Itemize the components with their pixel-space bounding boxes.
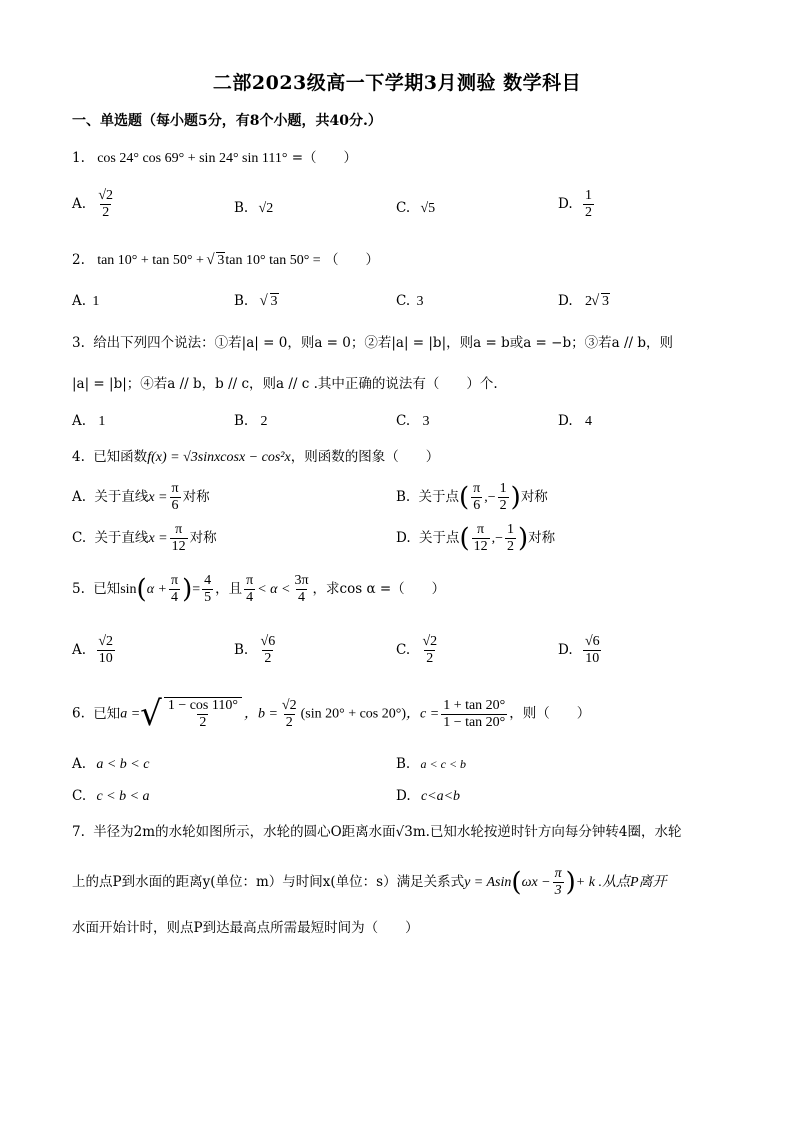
right-paren: )	[518, 523, 529, 554]
equals: =	[192, 582, 201, 597]
question-number: 7.	[72, 824, 85, 840]
right-paren: )	[510, 482, 521, 513]
question-tail: ，求cos α =（ ）	[312, 581, 446, 597]
question-2	[72, 250, 379, 271]
q2-option-b[interactable]	[234, 291, 279, 312]
question-tail: ，则（ ）	[509, 705, 591, 722]
fraction: $\frac{\pi}{3}$	[554, 866, 562, 898]
question-text: |a| = |b|；④若a // b，b // c，则a // c .其中正确的说法有（ ）个.	[72, 376, 498, 392]
fraction: $\frac{\pi}{12}$	[171, 522, 186, 554]
fraction: $\frac{1}{2}$	[507, 522, 514, 554]
left-paren: (	[459, 482, 470, 513]
fraction: $\frac{1 + \tan 20^\circ}{1 - \tan 20^\circ}$	[443, 697, 506, 730]
fraction: $\frac{4}{5}$	[204, 573, 212, 605]
option-value: 2	[260, 414, 268, 429]
separator: ,−	[484, 490, 496, 505]
q1-option-d[interactable]	[558, 188, 596, 221]
question-3	[72, 333, 673, 353]
q1-option-c[interactable]	[396, 198, 435, 219]
question-number: 4.	[72, 449, 85, 465]
option-label: C.	[72, 788, 87, 804]
right-paren: )	[565, 867, 576, 898]
question-text: 水面开始计时，则点P到达最高点所需最短时间为（ ）	[72, 920, 419, 936]
q4-option-c[interactable]	[72, 522, 217, 555]
sqrt: √ 3	[261, 292, 279, 312]
option-text: 对称	[520, 489, 548, 505]
separator: ,−	[491, 531, 503, 546]
q5-option-c[interactable]	[396, 634, 441, 667]
option-label: D.	[558, 413, 573, 429]
expression: y = Asin	[464, 875, 512, 890]
question-text: + k .从点P离开	[575, 875, 667, 890]
variable-a: a =	[120, 706, 141, 722]
q5-option-a[interactable]	[72, 634, 117, 667]
option-text: 对称	[528, 530, 556, 546]
q4-option-a[interactable]	[72, 481, 210, 514]
inequality: < α <	[257, 582, 291, 597]
q6-option-c[interactable]	[72, 786, 150, 807]
question-7-line2	[72, 866, 667, 899]
option-value: 3	[416, 294, 424, 309]
q1-option-b[interactable]	[234, 198, 273, 219]
variable-b: ，b =	[243, 706, 278, 722]
option-coefficient: 2	[584, 294, 592, 309]
option-label: D.	[396, 530, 411, 546]
function-name: sin	[120, 582, 137, 597]
question-expression: cos 24° cos 69° + sin 24° sin 111°	[97, 151, 288, 166]
fraction: $\frac{\pi}{6}$	[171, 481, 179, 513]
fraction: $\frac{1 - \cos 110^\circ}{2}$	[164, 697, 242, 731]
expression: ωx −	[521, 875, 551, 890]
q3-option-c[interactable]	[396, 411, 429, 432]
option-label: A.	[72, 293, 87, 309]
fraction: $\frac{\pi}{4}$	[246, 573, 254, 605]
q2-option-d[interactable]	[558, 291, 610, 312]
option-label: A.	[72, 413, 87, 429]
question-1	[72, 148, 357, 169]
question-expression: f(x) = √3sinxcosx − cos²x	[147, 450, 291, 465]
fraction: $\frac{\pi}{6}$	[473, 481, 481, 513]
question-number: 5.	[72, 581, 85, 597]
right-paren: )	[182, 574, 193, 605]
question-3-line2	[72, 374, 498, 394]
option-label: C.	[396, 413, 411, 429]
page-title: 二部2023级高一下学期3月测验 数学科目	[212, 72, 582, 94]
fraction: $\frac{√2}{10}$	[98, 634, 114, 666]
option-label: B.	[396, 756, 411, 772]
option-value: c<a<b	[420, 789, 461, 804]
sqrt	[140, 694, 244, 734]
expression: (sin 20° + cos 20°)	[300, 706, 407, 722]
option-label: B.	[234, 293, 249, 309]
question-7	[72, 822, 682, 842]
option-text: 关于直线	[94, 530, 149, 546]
q3-option-d[interactable]	[558, 411, 592, 432]
option-label: D.	[558, 642, 573, 658]
question-text: 给出下列四个说法：①若|a| = 0，则a = 0；②若|a| = |b|，则a = b或a = −b；③若a // b，则	[93, 335, 673, 351]
q6-option-a[interactable]	[72, 754, 149, 775]
q4-option-d[interactable]	[396, 522, 555, 555]
option-text: 关于点	[418, 489, 460, 505]
option-value: 3	[422, 414, 430, 429]
option-value: a < b < c	[96, 757, 150, 772]
q2-option-a[interactable]	[72, 291, 99, 312]
question-text: 已知函数	[93, 449, 148, 465]
question-text: 已知	[93, 705, 121, 722]
fraction: $\frac{3\pi}{4}$	[294, 573, 309, 605]
option-label: B.	[234, 200, 249, 216]
option-text: 对称	[189, 530, 217, 546]
option-label: C.	[396, 642, 411, 658]
radical-sign: √	[140, 694, 162, 734]
q2-option-c[interactable]	[396, 291, 423, 312]
option-value: a < c < b	[420, 757, 467, 771]
option-label: B.	[234, 413, 249, 429]
left-paren: (	[459, 523, 470, 554]
option-value: 1	[98, 414, 106, 429]
option-label: D.	[558, 293, 573, 309]
option-value: √5	[420, 201, 436, 216]
option-value: 4	[584, 414, 592, 429]
sqrt: √ 3	[207, 251, 225, 271]
q3-option-a[interactable]	[72, 411, 105, 432]
question-number: 1.	[72, 150, 85, 166]
option-label: B.	[234, 642, 249, 658]
option-value: √2	[258, 201, 274, 216]
q6-option-d[interactable]	[396, 786, 460, 807]
option-label: A.	[72, 489, 87, 505]
option-variable: x =	[148, 531, 168, 546]
option-label: A.	[72, 642, 87, 658]
q5-option-b[interactable]	[234, 634, 279, 667]
option-label: C.	[396, 293, 411, 309]
sqrt: √ 3	[592, 292, 610, 312]
option-label: A.	[72, 756, 87, 772]
option-text: 对称	[182, 489, 210, 505]
question-text: 半径为2m的水轮如图所示，水轮的圆心O距离水面√3m.已知水轮按逆时针方向每分钟转4圈，水轮	[93, 824, 682, 840]
option-value: c < b < a	[96, 789, 150, 804]
option-label: A.	[72, 196, 87, 212]
question-number: 6.	[72, 705, 85, 722]
fraction: $\frac{√2}{2}$	[98, 188, 114, 220]
question-7-line3	[72, 918, 419, 938]
option-variable: x =	[148, 490, 168, 505]
fraction: $\frac{1}{2}$	[499, 481, 507, 513]
q6-option-b[interactable]	[396, 754, 466, 774]
option-label: C.	[72, 530, 87, 546]
fraction: $\frac{√2}{2}$	[281, 697, 297, 730]
fraction: $\frac{\pi}{12}$	[473, 522, 488, 554]
question-text: 上的点P到水面的距离y(单位：m）与时间x(单位：s）满足关系式	[72, 874, 465, 890]
question-tail: =（ ）	[291, 150, 358, 166]
option-label: B.	[396, 489, 411, 505]
left-paren: (	[136, 574, 147, 605]
question-expression: tan 10° + tan 50° +	[97, 253, 208, 268]
fraction: $\frac{√6}{10}$	[584, 634, 600, 666]
q1-option-a[interactable]	[72, 188, 117, 221]
fraction: $\frac{\pi}{4}$	[170, 573, 179, 605]
fraction: $\frac{√2}{2}$	[422, 634, 438, 666]
question-number: 3.	[72, 335, 85, 351]
option-text: 关于直线	[94, 489, 149, 505]
left-paren: (	[511, 867, 522, 898]
q3-option-b[interactable]	[234, 411, 268, 432]
fraction: $\frac{√6}{2}$	[260, 634, 276, 666]
expression: α +	[146, 582, 167, 597]
q4-option-b[interactable]	[396, 481, 548, 514]
question-5	[72, 573, 445, 606]
question-expression: tan 10° tan 50° =	[225, 253, 321, 268]
question-4	[72, 447, 439, 468]
variable-c: ，c =	[406, 706, 440, 722]
question-text: 已知	[93, 581, 121, 597]
question-text: ，且	[215, 581, 243, 597]
option-label: D.	[558, 196, 573, 212]
q5-option-d[interactable]	[558, 634, 604, 667]
option-label: D.	[396, 788, 411, 804]
question-tail: （ ）	[325, 252, 379, 268]
question-text: ，则函数的图象（ ）	[290, 449, 440, 465]
section-heading: 一、单选题（每小题5分，有8个小题，共40分.）	[72, 113, 382, 129]
option-label: C.	[396, 200, 411, 216]
question-number: 2.	[72, 252, 85, 268]
question-6	[72, 694, 591, 734]
option-text: 关于点	[418, 530, 460, 546]
fraction: $\frac{1}{2}$	[584, 188, 592, 220]
option-value: 1	[92, 294, 100, 309]
